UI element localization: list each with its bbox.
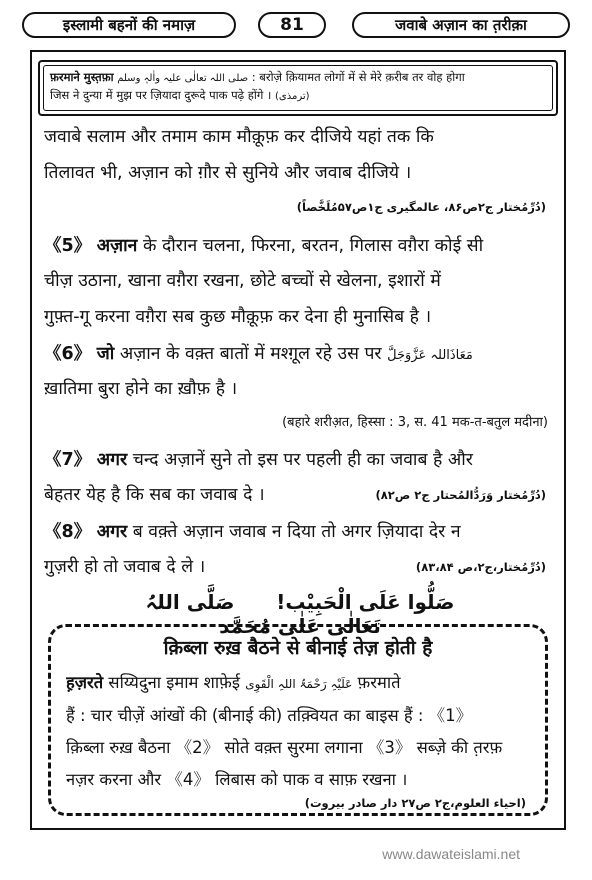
farmaan-label: फ़रमाने मुस्त़फ़ा xyxy=(50,70,114,84)
point6-arabic: مَعَاذَاللہ عَزَّوَجَلَّ xyxy=(387,348,473,363)
point7-line1-text: चन्द अज़ानें सुने तो इस पर पहली ही का जवाब है और xyxy=(132,450,473,470)
point7-line-2: बेहतर येह है कि सब का जवाब दे । xyxy=(44,485,265,505)
header-chapter-title: जवाबे अज़ान का त़रीक़ा xyxy=(352,12,570,38)
qibla-box-line1-text: सय्यिदुना इमाम शाफ़ेई xyxy=(108,673,240,692)
point8-line-1 xyxy=(44,518,550,543)
point6-number: 《6》 xyxy=(44,344,92,364)
intro-line-2: तिलावत भी, अज़ान को ग़ौर से सुनिये और जवाब दीजिये । xyxy=(44,163,412,183)
point6-keyword: जो xyxy=(96,344,115,364)
point5-line-2: चीज़ उठाना, खाना वग़ैरा रखना, छोटे बच्चों से खेलना, इशारों में xyxy=(44,271,441,291)
qibla-box-line-1 xyxy=(66,670,534,693)
salaat-response: صَلَّی اللہُ تَعَالٰی عَلٰی مُحَمَّد xyxy=(145,590,381,638)
farmaan-text-2: जिस ने दुन्या में मुझ पर ज़ियादा दुरूदे पाक पढ़े होंगे । xyxy=(50,88,272,102)
point8-number: 《8》 xyxy=(44,522,92,542)
point7-number: 《7》 xyxy=(44,450,92,470)
point5-line-3: गुफ़्त-गू करना वग़ैरा सब कुछ मौक़ूफ़ कर देना ही मुनासिब है । xyxy=(44,307,432,327)
header-book-title: इस्लामी बहनों की नमाज़ xyxy=(22,12,236,38)
qibla-box-line-2: हैं : चार चीज़ें आंखों की (बीनाई की) तक़्वियत का बाइस हैं : 《1》 xyxy=(66,706,473,725)
point7-line-1 xyxy=(44,446,550,471)
point6-line-2: ख़ातिमा बुरा होने का ख़ौफ़ है । xyxy=(44,379,238,399)
farmaan-line-2 xyxy=(50,87,546,105)
point7-keyword: अगर xyxy=(96,450,128,470)
point5-line1-text: के दौरान चलना, फिरना, बरतन, गिलास वग़ैरा कोई सी xyxy=(142,236,484,256)
point6-line-1 xyxy=(44,340,550,365)
intro-line-1: जवाबे सलाम और तमाम काम मौक़ूफ़ कर दीजिये यहां तक कि xyxy=(44,127,434,147)
point8-line-2: गुज़री हो तो जवाब दे ले । xyxy=(44,557,206,577)
salaat-call: صَلُّوا عَلَی الْحَبِیْب! xyxy=(276,590,455,614)
page-number: 81 xyxy=(258,12,326,38)
point5-keyword: अज़ान xyxy=(96,236,138,256)
intro-reference: (دُرِّمُختار ج۲ص۸۶، عالمگیری ج۱ص۵۷مُلَخَّصاً) xyxy=(296,200,546,214)
qibla-box-line-3: क़िब्ला रुख़ बैठना 《2》 सोते वक़्त सुरमा लगाना 《3》 सब्ज़े की त़रफ़ xyxy=(66,738,503,757)
farmaan-box xyxy=(38,60,558,116)
qibla-box-reference: (احیاء العلوم،ج۲ ص۲۷ دار صادر بیروت) xyxy=(304,796,526,810)
point8-line1-text: ब वक़्ते अज़ान जवाब न दिया तो अगर ज़ियादा देर न xyxy=(132,522,461,542)
point7-reference: (دُرِّمُختار وَرَدُّالمُحتار ج۲ ص۸۲) xyxy=(375,488,546,502)
farmaan-text-1: : बरोज़े क़ियामत लोगों में से मेरे क़रीब तर वोह होगा xyxy=(251,70,465,84)
point8-reference: (دُرِّمُختار،ج۲،ص ۸۳،۸۴) xyxy=(415,560,546,574)
qibla-box-arabic: عَلَیْہِ رَحْمَۃُ اللہِ الْقَوِی xyxy=(245,677,353,691)
farmaan-source: (ترمذی) xyxy=(275,91,310,102)
qibla-box-line1-end: फ़रमाते xyxy=(357,673,401,692)
website-link[interactable]: www.dawateislami.net xyxy=(382,846,520,862)
point5-number: 《5》 xyxy=(44,236,92,256)
qibla-box-hazrat: ह़ज़रते xyxy=(66,673,104,692)
point8-keyword: अगर xyxy=(96,522,128,542)
qibla-box-line-4: नज़र करना और 《4》 लिबास को पाक व साफ़ रखना । xyxy=(66,770,408,789)
qibla-box-title: क़िब्ला रुख़ बैठने से बीनाई तेज़ होती है xyxy=(163,637,433,659)
farmaan-honorific: صلی اللہ تعالٰی علیہ واٰلہٖ وسلم xyxy=(117,73,249,84)
farmaan-inner xyxy=(43,65,553,111)
point6-line1-text: अज़ान के वक़्त बातों में मश्ग़ूल रहे उस पर xyxy=(119,344,382,364)
point6-reference: (बहारे शरीअ़त, हिस्सा : 3, स. 41 मक-त-बतुल मदीना) xyxy=(282,415,548,430)
farmaan-line-1 xyxy=(50,69,546,87)
point5-line-1 xyxy=(44,232,550,257)
